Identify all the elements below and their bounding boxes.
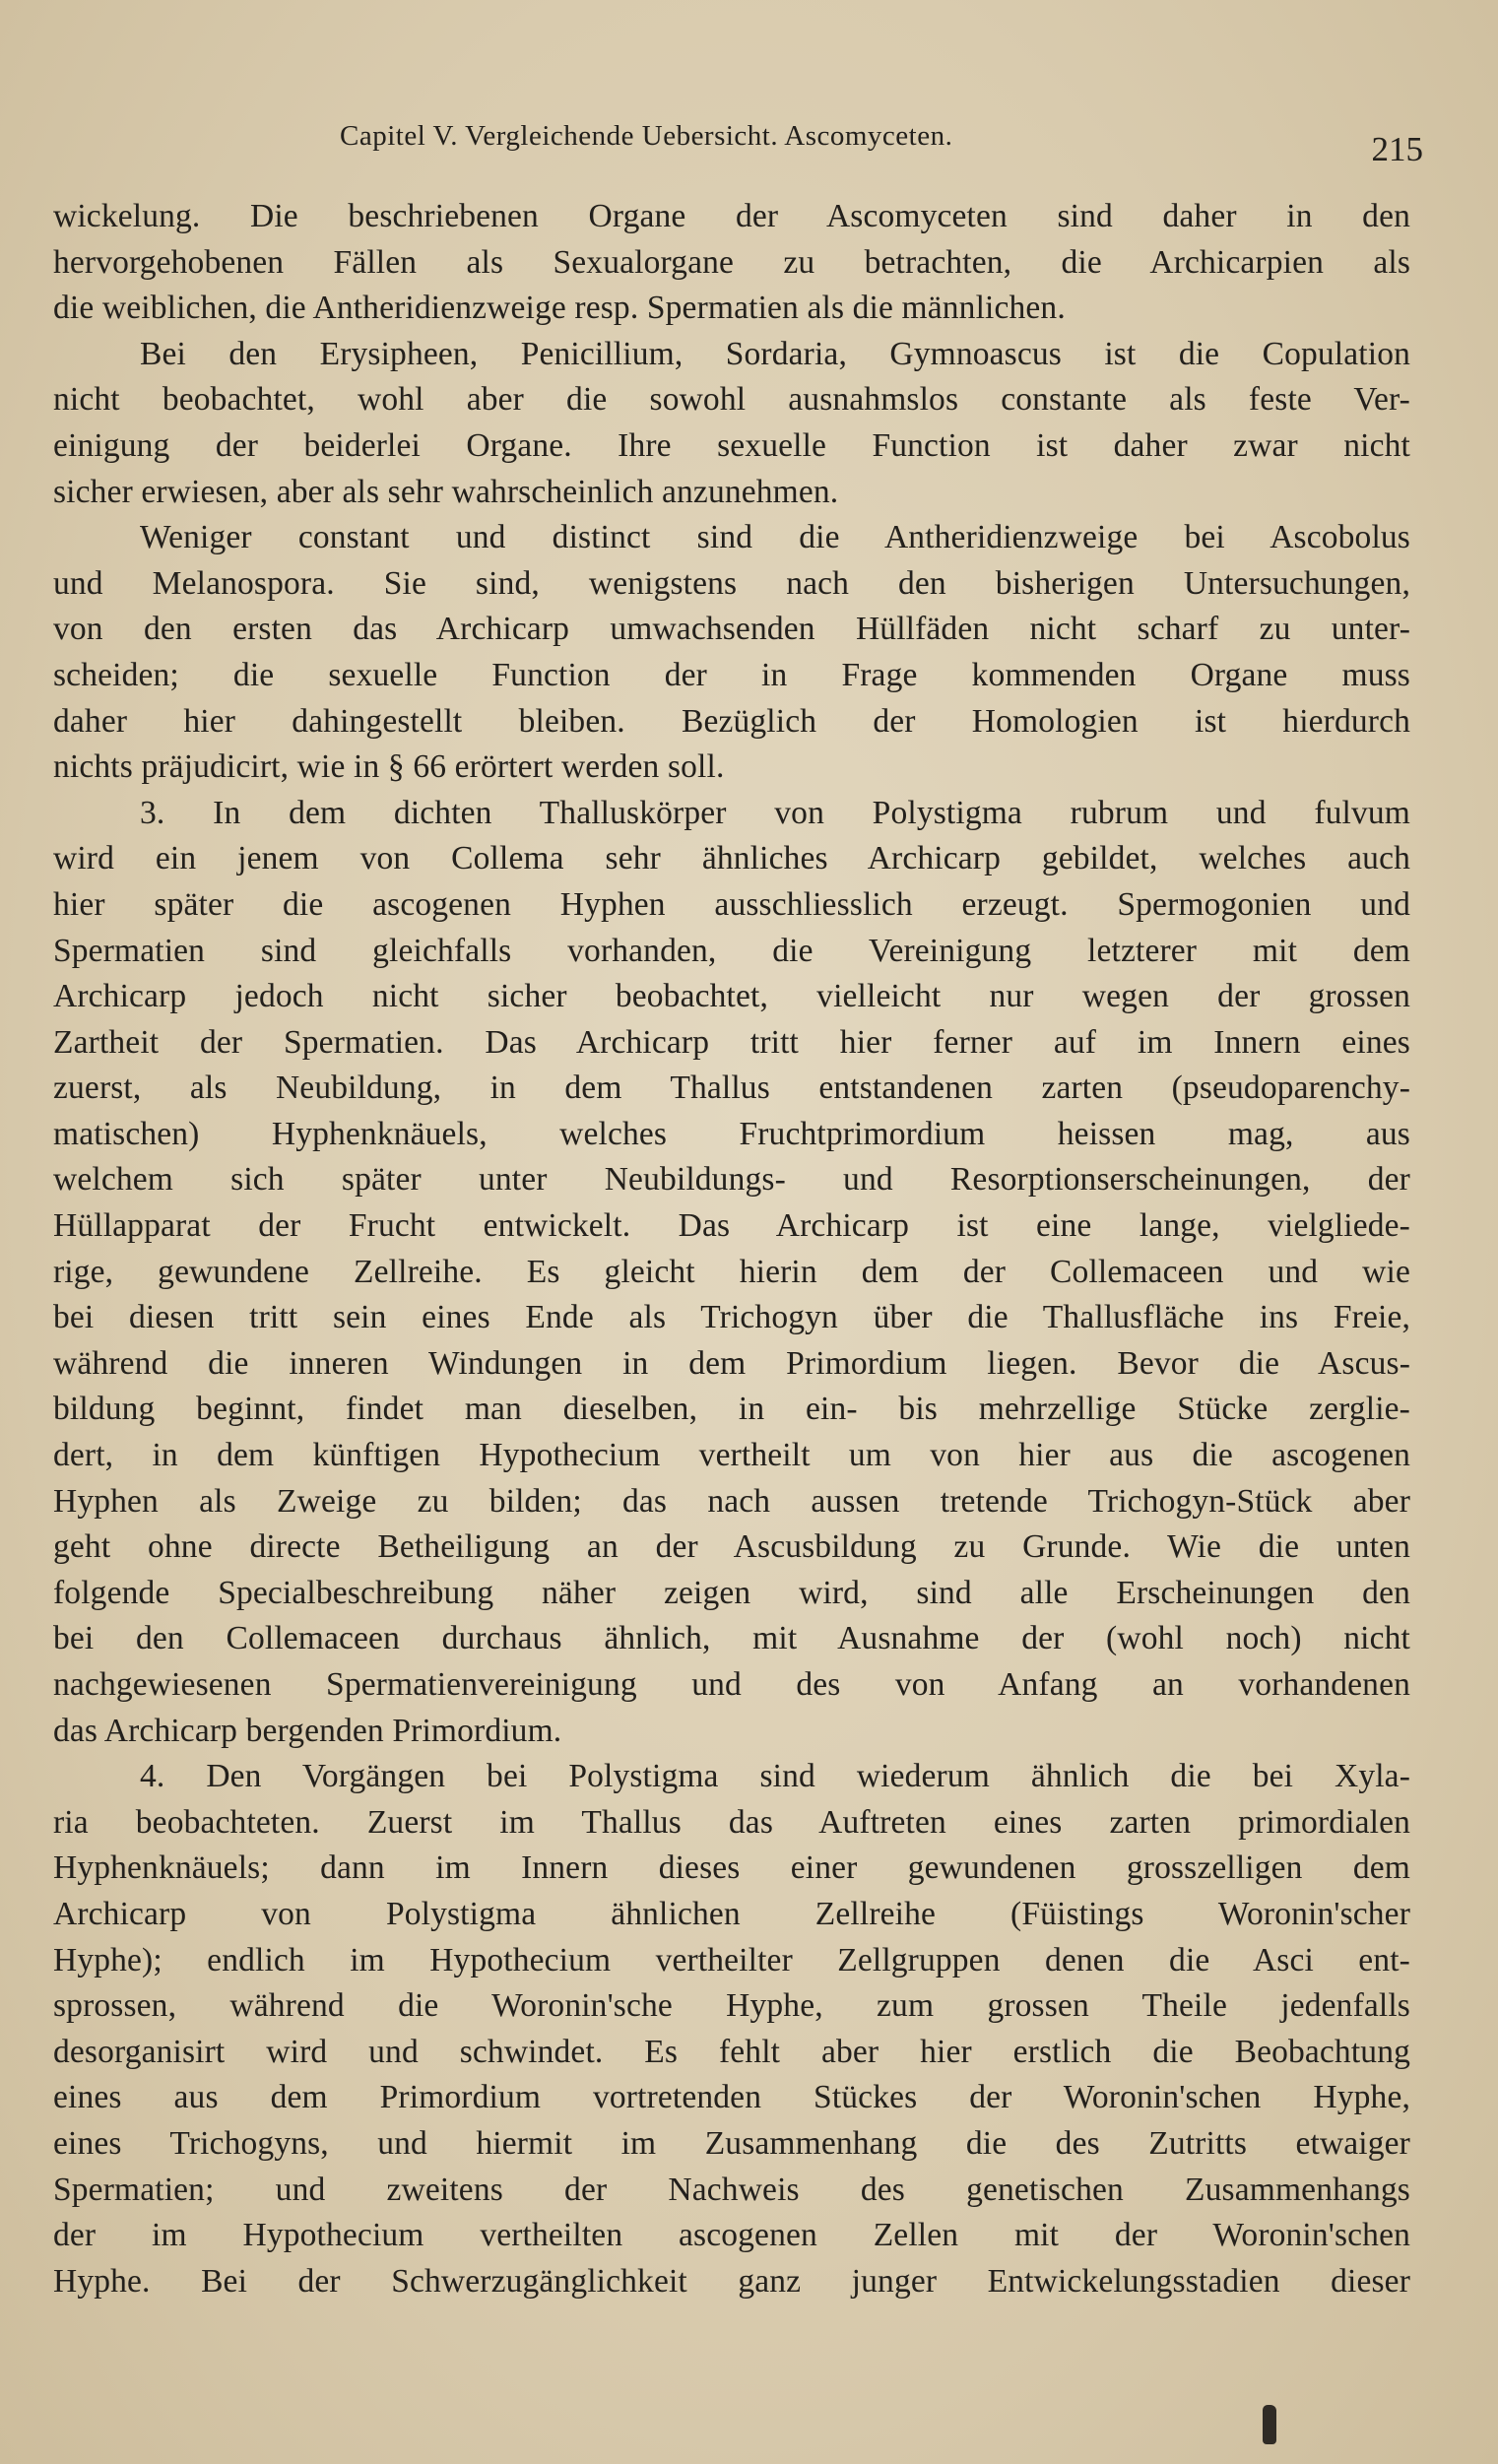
text-line: dert, in dem künftigen Hypothecium vertheilt um von hier aus die ascogenen [53, 1437, 1410, 1474]
text-line: das Archicarp bergenden Primordium. [53, 1712, 562, 1749]
text-line: Bei den Erysipheen, Penicillium, Sordaria, Gymnoascus ist die Copulation [140, 335, 1410, 372]
running-title: Capitel V. Vergleichende Uebersicht. Ascomyceten. [340, 120, 953, 152]
text-line: hier später die ascogenen Hyphen ausschliesslich erzeugt. Spermogonien und [53, 885, 1410, 923]
text-line: Hyphe); endlich im Hypothecium vertheilter Zellgruppen denen die Asci ent- [53, 1941, 1410, 1978]
text-line: Archicarp jedoch nicht sicher beobachtet, vielleicht nur wegen der grossen [53, 978, 1410, 1015]
text-line: zuerst, als Neubildung, in dem Thallus entstandenen zarten (pseudoparenchy- [53, 1070, 1410, 1107]
text-line: Spermatien; und zweitens der Nachweis des genetischen Zusammenhangs [53, 2171, 1410, 2208]
text-line: nicht beobachtet, wohl aber die sowohl ausnahmslos constante als feste Ver- [53, 381, 1410, 419]
text-line: welchem sich später unter Neubildungs- und Resorptionserscheinungen, der [53, 1161, 1410, 1199]
page-header [59, 116, 1423, 175]
text-line: Zartheit der Spermatien. Das Archicarp tritt hier ferner auf im Innern eines [53, 1023, 1410, 1061]
text-line: Hyphenknäuels; dann im Innern dieses einer gewundenen grosszelligen dem [53, 1849, 1410, 1887]
text-line: Spermatien sind gleichfalls vorhanden, die Vereinigung letzterer mit dem [53, 932, 1410, 969]
text-line: bildung beginnt, findet man dieselben, in ein- bis mehrzellige Stücke zerglie- [53, 1391, 1410, 1428]
text-line: während die inneren Windungen in dem Primordium liegen. Bevor die Ascus- [53, 1344, 1410, 1382]
text-line: Archicarp von Polystigma ähnlichen Zellreihe (Füistings Woronin'scher [53, 1895, 1410, 1932]
text-line: ria beobachteten. Zuerst im Thallus das Auftreten eines zarten primordialen [53, 1803, 1410, 1841]
text-line: eines aus dem Primordium vortretenden Stückes der Woronin'schen Hyphe, [53, 2079, 1410, 2116]
text-line: von den ersten das Archicarp umwachsenden Hüllfäden nicht scharf zu unter- [53, 611, 1410, 648]
text-body [53, 194, 1410, 2304]
text-line: daher hier dahingestellt bleiben. Bezüglich der Homologien ist hierdurch [53, 702, 1410, 740]
text-line: Hüllapparat der Frucht entwickelt. Das Archicarp ist eine lange, vielgliede- [53, 1207, 1410, 1245]
text-line: bei diesen tritt sein eines Ende als Trichogyn über die Thallusfläche ins Freie, [53, 1299, 1410, 1336]
text-line: Weniger constant und distinct sind die Antheridienzweige bei Ascobolus [140, 519, 1410, 556]
page-number: 215 [1371, 130, 1423, 168]
text-line: sicher erwiesen, aber als sehr wahrscheinlich anzunehmen. [53, 473, 839, 510]
text-line: 3. In dem dichten Thalluskörper von Polystigma rubrum und fulvum [140, 794, 1410, 831]
text-line: matischen) Hyphenknäuels, welches Fruchtprimordium heissen mag, aus [53, 1115, 1410, 1152]
ink-spot [1263, 2405, 1276, 2444]
text-line: wickelung. Die beschriebenen Organe der Ascomyceten sind daher in den [53, 198, 1410, 234]
text-line: sprossen, während die Woronin'sche Hyphe, zum grossen Theile jedenfalls [53, 1987, 1410, 2025]
text-line: nachgewiesenen Spermatienvereinigung und des von Anfang an vorhandenen [53, 1666, 1410, 1703]
text-line: bei den Collemaceen durchaus ähnlich, mit Ausnahme der (wohl noch) nicht [53, 1620, 1410, 1657]
text-line: eines Trichogyns, und hiermit im Zusammenhang die des Zutritts etwaiger [53, 2124, 1410, 2162]
text-line: scheiden; die sexuelle Function der in Frage kommenden Organe muss [53, 656, 1410, 693]
text-line: rige, gewundene Zellreihe. Es gleicht hierin dem der Collemaceen und wie [53, 1253, 1410, 1290]
text-line: geht ohne directe Betheiligung an der Ascusbildung zu Grunde. Wie die unten [53, 1528, 1410, 1566]
text-line: Hyphe. Bei der Schwerzugänglichkeit ganz junger Entwickelungsstadien dieser [53, 2262, 1410, 2300]
text-line: der im Hypothecium vertheilten ascogenen Zellen mit der Woronin'schen [53, 2217, 1410, 2254]
text-line: wird ein jenem von Collema sehr ähnliches Archicarp gebildet, welches auch [53, 840, 1410, 877]
text-line: einigung der beiderlei Organe. Ihre sexuelle Function ist daher zwar nicht [53, 426, 1410, 464]
text-line: desorganisirt wird und schwindet. Es fehlt aber hier erstlich die Beobachtung [53, 2033, 1410, 2070]
text-line: nichts präjudicirt, wie in § 66 erörtert werden soll. [53, 748, 725, 786]
text-line: hervorgehobenen Fällen als Sexualorgane zu betrachten, die Archicarpien als [53, 243, 1410, 281]
text-line: und Melanospora. Sie sind, wenigstens nach den bisherigen Untersuchungen, [53, 564, 1410, 602]
text-line: 4. Den Vorgängen bei Polystigma sind wiederum ähnlich die bei Xyla- [140, 1758, 1410, 1795]
text-line: Hyphen als Zweige zu bilden; das nach aussen tretende Trichogyn-Stück aber [53, 1482, 1410, 1520]
text-line: die weiblichen, die Antheridienzweige resp. Spermatien als die männlichen. [53, 290, 1066, 327]
text-line: folgende Specialbeschreibung näher zeigen wird, sind alle Erscheinungen den [53, 1574, 1410, 1611]
